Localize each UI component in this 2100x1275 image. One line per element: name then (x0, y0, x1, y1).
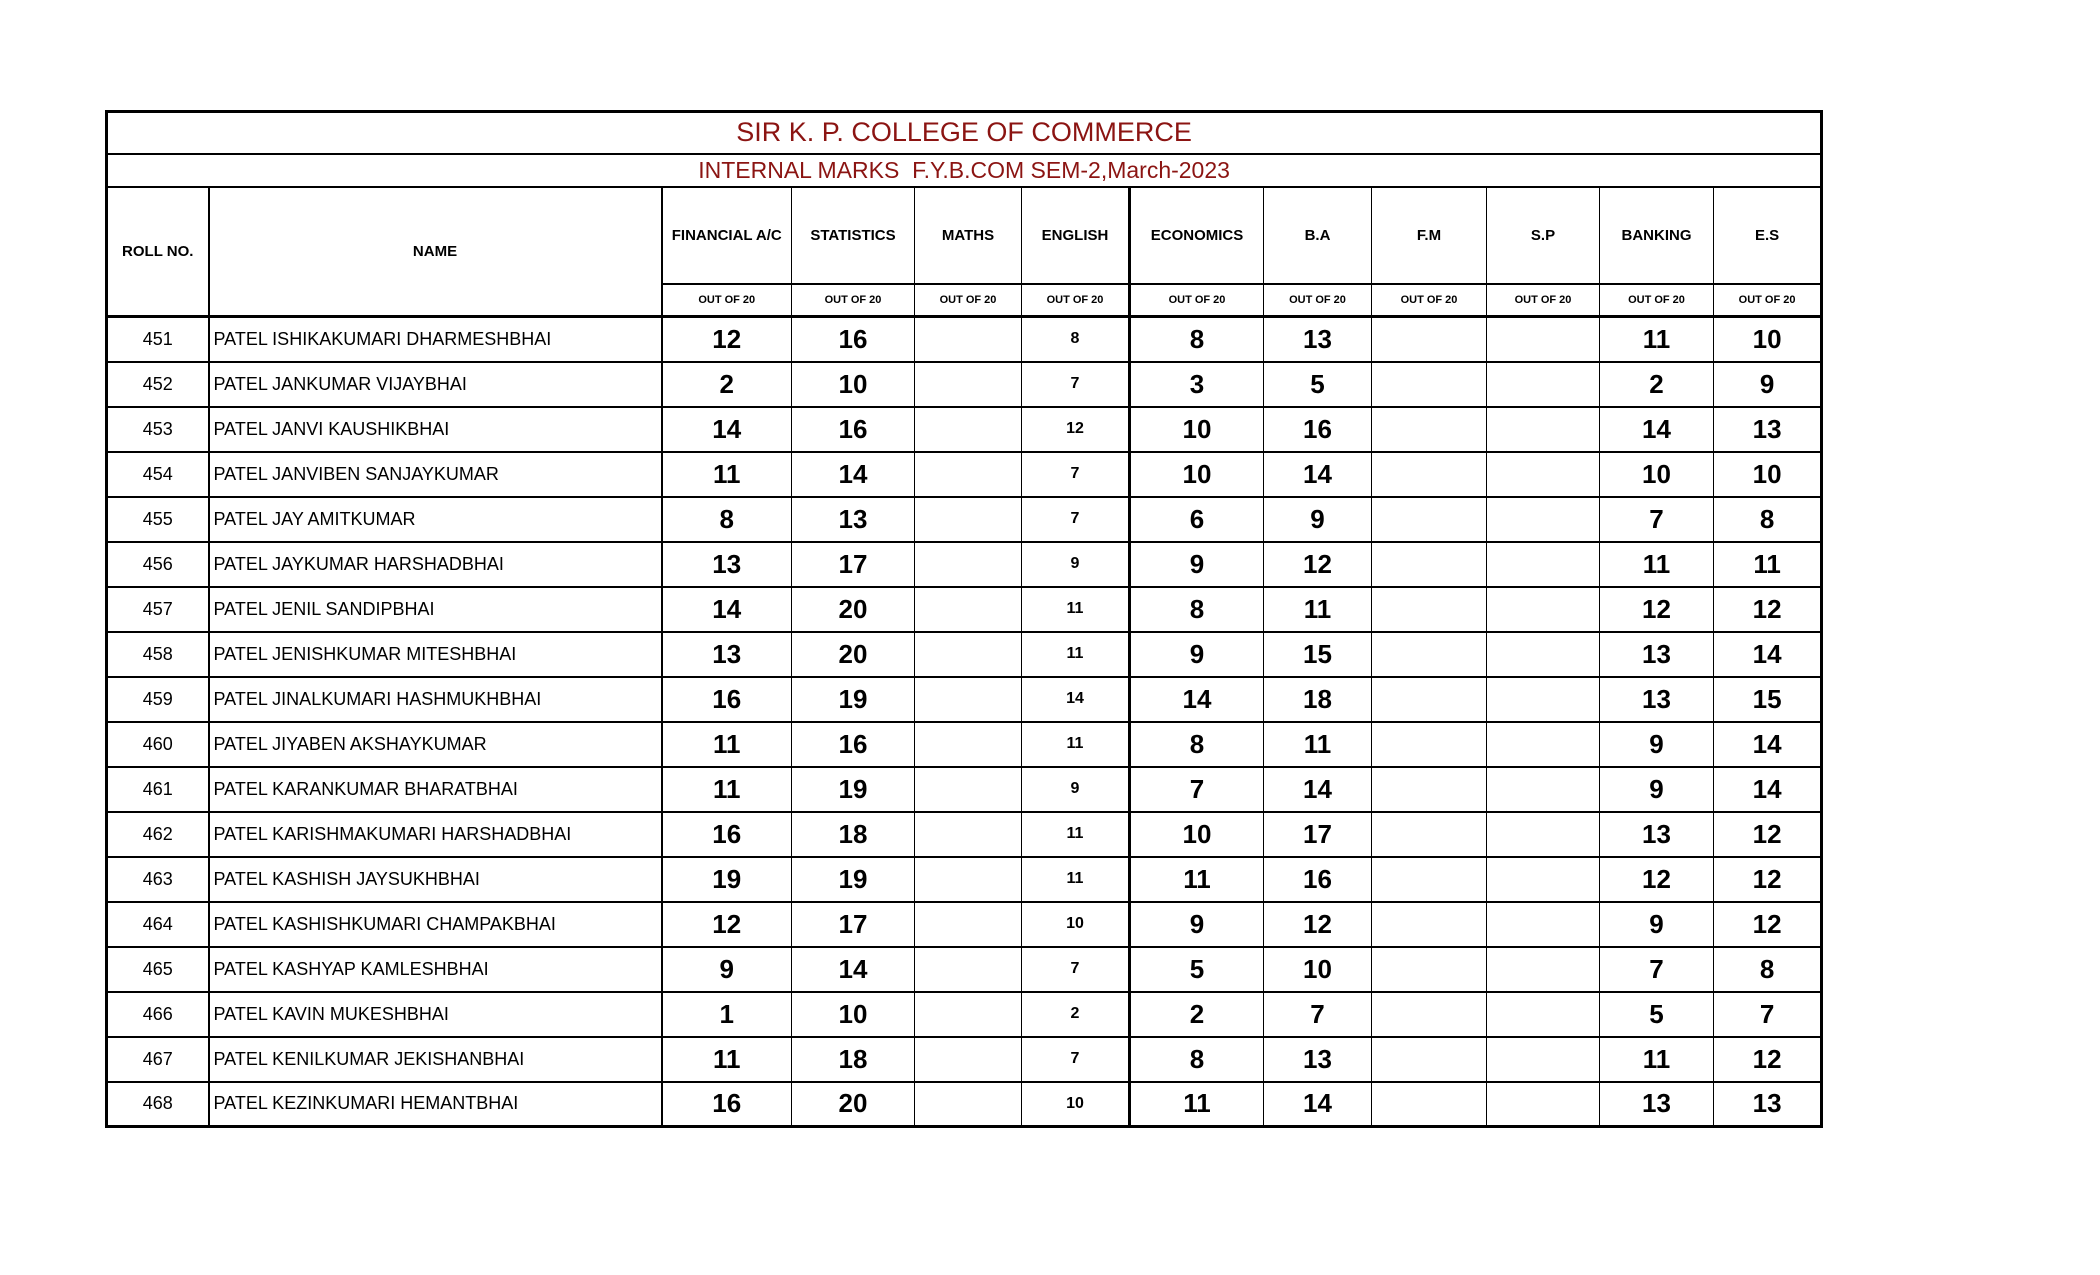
out-of-label-maths: OUT OF 20 (915, 284, 1022, 317)
mark-cell-economics: 7 (1130, 767, 1264, 812)
mark-cell-e-s: 12 (1714, 587, 1822, 632)
student-name-cell: PATEL JIYABEN AKSHAYKUMAR (209, 722, 662, 767)
mark-cell-e-s: 12 (1714, 902, 1822, 947)
col-header-name: NAME (209, 187, 662, 317)
mark-cell-e-s: 9 (1714, 362, 1822, 407)
mark-cell-financial-a-c: 14 (662, 407, 792, 452)
mark-cell-english: 7 (1022, 452, 1130, 497)
mark-cell-statistics: 20 (792, 632, 915, 677)
mark-cell-economics: 9 (1130, 902, 1264, 947)
mark-cell-maths (915, 587, 1022, 632)
mark-cell-economics: 11 (1130, 857, 1264, 902)
mark-cell-financial-a-c: 16 (662, 677, 792, 722)
student-row (107, 767, 1822, 812)
mark-cell-b-a: 9 (1264, 497, 1372, 542)
mark-cell-maths (915, 677, 1022, 722)
mark-cell-s-p (1487, 407, 1600, 452)
mark-cell-banking: 10 (1600, 452, 1714, 497)
mark-cell-b-a: 12 (1264, 902, 1372, 947)
mark-cell-financial-a-c: 2 (662, 362, 792, 407)
mark-cell-banking: 7 (1600, 947, 1714, 992)
col-header-economics: ECONOMICS (1130, 187, 1264, 284)
mark-cell-statistics: 13 (792, 497, 915, 542)
mark-cell-english: 11 (1022, 857, 1130, 902)
student-row (107, 722, 1822, 767)
marks-sheet (105, 110, 1820, 1128)
student-row (107, 632, 1822, 677)
roll-no-cell: 455 (107, 497, 209, 542)
mark-cell-economics: 8 (1130, 1037, 1264, 1082)
mark-cell-banking: 13 (1600, 812, 1714, 857)
col-header-e-s: E.S (1714, 187, 1822, 284)
roll-no-cell: 461 (107, 767, 209, 812)
mark-cell-b-a: 18 (1264, 677, 1372, 722)
mark-cell-statistics: 19 (792, 767, 915, 812)
mark-cell-e-s: 12 (1714, 857, 1822, 902)
mark-cell-banking: 11 (1600, 1037, 1714, 1082)
mark-cell-english: 7 (1022, 947, 1130, 992)
student-name-cell: PATEL KEZINKUMARI HEMANTBHAI (209, 1082, 662, 1127)
out-of-label-english: OUT OF 20 (1022, 284, 1130, 317)
mark-cell-maths (915, 407, 1022, 452)
mark-cell-financial-a-c: 16 (662, 812, 792, 857)
col-header-f-m: F.M (1372, 187, 1487, 284)
mark-cell-maths (915, 497, 1022, 542)
mark-cell-statistics: 19 (792, 677, 915, 722)
roll-no-cell: 463 (107, 857, 209, 902)
roll-no-cell: 456 (107, 542, 209, 587)
mark-cell-economics: 10 (1130, 452, 1264, 497)
mark-cell-economics: 9 (1130, 632, 1264, 677)
mark-cell-economics: 3 (1130, 362, 1264, 407)
student-name-cell: PATEL KASHYAP KAMLESHBHAI (209, 947, 662, 992)
student-name-cell: PATEL JANVIBEN SANJAYKUMAR (209, 452, 662, 497)
out-of-label-s-p: OUT OF 20 (1487, 284, 1600, 317)
mark-cell-english: 11 (1022, 587, 1130, 632)
mark-cell-financial-a-c: 8 (662, 497, 792, 542)
mark-cell-b-a: 14 (1264, 1082, 1372, 1127)
student-row (107, 497, 1822, 542)
mark-cell-statistics: 18 (792, 1037, 915, 1082)
mark-cell-f-m (1372, 362, 1487, 407)
mark-cell-economics: 10 (1130, 812, 1264, 857)
student-name-cell: PATEL KARISHMAKUMARI HARSHADBHAI (209, 812, 662, 857)
mark-cell-banking: 14 (1600, 407, 1714, 452)
mark-cell-f-m (1372, 587, 1487, 632)
mark-cell-e-s: 10 (1714, 317, 1822, 362)
mark-cell-maths (915, 767, 1022, 812)
mark-cell-e-s: 8 (1714, 497, 1822, 542)
student-name-cell: PATEL KAVIN MUKESHBHAI (209, 992, 662, 1037)
mark-cell-statistics: 16 (792, 722, 915, 767)
mark-cell-e-s: 13 (1714, 1082, 1822, 1127)
mark-cell-f-m (1372, 857, 1487, 902)
roll-no-cell: 468 (107, 1082, 209, 1127)
mark-cell-financial-a-c: 14 (662, 587, 792, 632)
student-name-cell: PATEL JINALKUMARI HASHMUKHBHAI (209, 677, 662, 722)
mark-cell-e-s: 8 (1714, 947, 1822, 992)
mark-cell-financial-a-c: 13 (662, 542, 792, 587)
col-header-s-p: S.P (1487, 187, 1600, 284)
col-header-roll-no: ROLL NO. (107, 187, 209, 317)
roll-no-cell: 462 (107, 812, 209, 857)
roll-no-cell: 457 (107, 587, 209, 632)
mark-cell-english: 9 (1022, 767, 1130, 812)
mark-cell-s-p (1487, 947, 1600, 992)
mark-cell-statistics: 16 (792, 317, 915, 362)
mark-cell-economics: 8 (1130, 587, 1264, 632)
mark-cell-financial-a-c: 9 (662, 947, 792, 992)
mark-cell-e-s: 12 (1714, 1037, 1822, 1082)
mark-cell-e-s: 12 (1714, 812, 1822, 857)
mark-cell-f-m (1372, 812, 1487, 857)
mark-cell-b-a: 16 (1264, 857, 1372, 902)
mark-cell-f-m (1372, 1037, 1487, 1082)
mark-cell-s-p (1487, 857, 1600, 902)
mark-cell-e-s: 13 (1714, 407, 1822, 452)
student-row (107, 677, 1822, 722)
student-name-cell: PATEL KENILKUMAR JEKISHANBHAI (209, 1037, 662, 1082)
mark-cell-maths (915, 992, 1022, 1037)
mark-cell-b-a: 7 (1264, 992, 1372, 1037)
mark-cell-maths (915, 902, 1022, 947)
student-row (107, 317, 1822, 362)
mark-cell-banking: 9 (1600, 722, 1714, 767)
mark-cell-statistics: 20 (792, 587, 915, 632)
mark-cell-statistics: 17 (792, 542, 915, 587)
mark-cell-financial-a-c: 1 (662, 992, 792, 1037)
roll-no-cell: 465 (107, 947, 209, 992)
mark-cell-f-m (1372, 317, 1487, 362)
mark-cell-f-m (1372, 947, 1487, 992)
out-of-label-financial-a-c: OUT OF 20 (662, 284, 792, 317)
mark-cell-economics: 2 (1130, 992, 1264, 1037)
mark-cell-s-p (1487, 812, 1600, 857)
col-header-banking: BANKING (1600, 187, 1714, 284)
mark-cell-economics: 8 (1130, 722, 1264, 767)
mark-cell-english: 14 (1022, 677, 1130, 722)
student-row (107, 452, 1822, 497)
mark-cell-s-p (1487, 587, 1600, 632)
out-of-label-economics: OUT OF 20 (1130, 284, 1264, 317)
mark-cell-f-m (1372, 1082, 1487, 1127)
mark-cell-english: 11 (1022, 812, 1130, 857)
college-title: SIR K. P. COLLEGE OF COMMERCE (107, 112, 1822, 154)
mark-cell-english: 11 (1022, 632, 1130, 677)
mark-cell-maths (915, 812, 1022, 857)
student-name-cell: PATEL KASHISHKUMARI CHAMPAKBHAI (209, 902, 662, 947)
col-header-maths: MATHS (915, 187, 1022, 284)
student-name-cell: PATEL JAYKUMAR HARSHADBHAI (209, 542, 662, 587)
roll-no-cell: 452 (107, 362, 209, 407)
col-header-statistics: STATISTICS (792, 187, 915, 284)
mark-cell-s-p (1487, 767, 1600, 812)
mark-cell-maths (915, 857, 1022, 902)
mark-cell-statistics: 17 (792, 902, 915, 947)
mark-cell-financial-a-c: 11 (662, 722, 792, 767)
mark-cell-b-a: 12 (1264, 542, 1372, 587)
student-row (107, 1082, 1822, 1127)
mark-cell-economics: 14 (1130, 677, 1264, 722)
mark-cell-maths (915, 1037, 1022, 1082)
mark-cell-b-a: 13 (1264, 317, 1372, 362)
mark-cell-maths (915, 1082, 1022, 1127)
mark-cell-maths (915, 362, 1022, 407)
mark-cell-banking: 7 (1600, 497, 1714, 542)
mark-cell-maths (915, 632, 1022, 677)
out-of-label-b-a: OUT OF 20 (1264, 284, 1372, 317)
mark-cell-banking: 11 (1600, 542, 1714, 587)
col-header-b-a: B.A (1264, 187, 1372, 284)
col-header-financial-a-c: FINANCIAL A/C (662, 187, 792, 284)
roll-no-cell: 464 (107, 902, 209, 947)
mark-cell-banking: 13 (1600, 677, 1714, 722)
mark-cell-f-m (1372, 767, 1487, 812)
mark-cell-b-a: 5 (1264, 362, 1372, 407)
mark-cell-financial-a-c: 19 (662, 857, 792, 902)
column-header-row (107, 187, 1822, 284)
mark-cell-f-m (1372, 497, 1487, 542)
mark-cell-financial-a-c: 11 (662, 1037, 792, 1082)
mark-cell-banking: 12 (1600, 857, 1714, 902)
mark-cell-financial-a-c: 16 (662, 1082, 792, 1127)
mark-cell-s-p (1487, 362, 1600, 407)
mark-cell-english: 8 (1022, 317, 1130, 362)
student-row (107, 902, 1822, 947)
mark-cell-s-p (1487, 317, 1600, 362)
mark-cell-s-p (1487, 1082, 1600, 1127)
mark-cell-f-m (1372, 992, 1487, 1037)
mark-cell-financial-a-c: 11 (662, 452, 792, 497)
mark-cell-e-s: 14 (1714, 632, 1822, 677)
mark-cell-s-p (1487, 902, 1600, 947)
mark-cell-economics: 10 (1130, 407, 1264, 452)
mark-cell-b-a: 15 (1264, 632, 1372, 677)
mark-cell-maths (915, 542, 1022, 587)
mark-cell-b-a: 11 (1264, 587, 1372, 632)
mark-cell-b-a: 16 (1264, 407, 1372, 452)
mark-cell-f-m (1372, 542, 1487, 587)
sheet-subtitle: INTERNAL MARKS F.Y.B.COM SEM-2,March-2023 (107, 154, 1822, 187)
mark-cell-statistics: 10 (792, 992, 915, 1037)
student-row (107, 362, 1822, 407)
student-name-cell: PATEL ISHIKAKUMARI DHARMESHBHAI (209, 317, 662, 362)
subtitle-row (107, 154, 1822, 187)
mark-cell-s-p (1487, 722, 1600, 767)
mark-cell-english: 11 (1022, 722, 1130, 767)
roll-no-cell: 460 (107, 722, 209, 767)
student-row (107, 542, 1822, 587)
roll-no-cell: 466 (107, 992, 209, 1037)
mark-cell-statistics: 14 (792, 947, 915, 992)
mark-cell-b-a: 11 (1264, 722, 1372, 767)
mark-cell-s-p (1487, 1037, 1600, 1082)
mark-cell-f-m (1372, 722, 1487, 767)
mark-cell-english: 12 (1022, 407, 1130, 452)
student-row (107, 1037, 1822, 1082)
mark-cell-banking: 12 (1600, 587, 1714, 632)
mark-cell-f-m (1372, 677, 1487, 722)
mark-cell-statistics: 19 (792, 857, 915, 902)
mark-cell-english: 7 (1022, 1037, 1130, 1082)
mark-cell-s-p (1487, 677, 1600, 722)
student-name-cell: PATEL JANKUMAR VIJAYBHAI (209, 362, 662, 407)
mark-cell-banking: 13 (1600, 632, 1714, 677)
mark-cell-financial-a-c: 13 (662, 632, 792, 677)
roll-no-cell: 459 (107, 677, 209, 722)
mark-cell-english: 2 (1022, 992, 1130, 1037)
mark-cell-economics: 9 (1130, 542, 1264, 587)
student-name-cell: PATEL JENISHKUMAR MITESHBHAI (209, 632, 662, 677)
mark-cell-s-p (1487, 992, 1600, 1037)
mark-cell-maths (915, 317, 1022, 362)
mark-cell-economics: 8 (1130, 317, 1264, 362)
out-of-label-banking: OUT OF 20 (1600, 284, 1714, 317)
mark-cell-f-m (1372, 632, 1487, 677)
mark-cell-english: 9 (1022, 542, 1130, 587)
mark-cell-f-m (1372, 452, 1487, 497)
mark-cell-e-s: 10 (1714, 452, 1822, 497)
mark-cell-b-a: 14 (1264, 767, 1372, 812)
mark-cell-banking: 13 (1600, 1082, 1714, 1127)
mark-cell-financial-a-c: 11 (662, 767, 792, 812)
roll-no-cell: 453 (107, 407, 209, 452)
mark-cell-s-p (1487, 497, 1600, 542)
student-row (107, 947, 1822, 992)
mark-cell-english: 10 (1022, 1082, 1130, 1127)
mark-cell-economics: 6 (1130, 497, 1264, 542)
mark-cell-economics: 11 (1130, 1082, 1264, 1127)
mark-cell-banking: 11 (1600, 317, 1714, 362)
mark-cell-statistics: 16 (792, 407, 915, 452)
mark-cell-statistics: 20 (792, 1082, 915, 1127)
mark-cell-statistics: 14 (792, 452, 915, 497)
mark-cell-banking: 9 (1600, 767, 1714, 812)
mark-cell-english: 7 (1022, 362, 1130, 407)
mark-cell-e-s: 14 (1714, 767, 1822, 812)
roll-no-cell: 467 (107, 1037, 209, 1082)
mark-cell-economics: 5 (1130, 947, 1264, 992)
student-rows (107, 317, 1822, 1127)
mark-cell-financial-a-c: 12 (662, 902, 792, 947)
mark-cell-e-s: 11 (1714, 542, 1822, 587)
mark-cell-f-m (1372, 902, 1487, 947)
mark-cell-maths (915, 947, 1022, 992)
mark-cell-english: 10 (1022, 902, 1130, 947)
mark-cell-f-m (1372, 407, 1487, 452)
out-of-label-f-m: OUT OF 20 (1372, 284, 1487, 317)
col-header-english: ENGLISH (1022, 187, 1130, 284)
roll-no-cell: 451 (107, 317, 209, 362)
title-row (107, 112, 1822, 154)
student-row (107, 407, 1822, 452)
marks-table (105, 110, 1823, 1128)
student-row (107, 992, 1822, 1037)
mark-cell-s-p (1487, 452, 1600, 497)
mark-cell-banking: 9 (1600, 902, 1714, 947)
roll-no-cell: 458 (107, 632, 209, 677)
student-name-cell: PATEL KARANKUMAR BHARATBHAI (209, 767, 662, 812)
mark-cell-s-p (1487, 632, 1600, 677)
student-row (107, 812, 1822, 857)
mark-cell-e-s: 15 (1714, 677, 1822, 722)
mark-cell-maths (915, 722, 1022, 767)
student-row (107, 587, 1822, 632)
mark-cell-e-s: 14 (1714, 722, 1822, 767)
mark-cell-b-a: 14 (1264, 452, 1372, 497)
mark-cell-statistics: 10 (792, 362, 915, 407)
mark-cell-banking: 2 (1600, 362, 1714, 407)
student-name-cell: PATEL JANVI KAUSHIKBHAI (209, 407, 662, 452)
mark-cell-b-a: 10 (1264, 947, 1372, 992)
mark-cell-e-s: 7 (1714, 992, 1822, 1037)
mark-cell-maths (915, 452, 1022, 497)
mark-cell-s-p (1487, 542, 1600, 587)
mark-cell-b-a: 17 (1264, 812, 1372, 857)
mark-cell-banking: 5 (1600, 992, 1714, 1037)
mark-cell-b-a: 13 (1264, 1037, 1372, 1082)
student-name-cell: PATEL KASHISH JAYSUKHBHAI (209, 857, 662, 902)
student-row (107, 857, 1822, 902)
student-name-cell: PATEL JENIL SANDIPBHAI (209, 587, 662, 632)
mark-cell-statistics: 18 (792, 812, 915, 857)
out-of-label-statistics: OUT OF 20 (792, 284, 915, 317)
roll-no-cell: 454 (107, 452, 209, 497)
mark-cell-english: 7 (1022, 497, 1130, 542)
mark-cell-financial-a-c: 12 (662, 317, 792, 362)
student-name-cell: PATEL JAY AMITKUMAR (209, 497, 662, 542)
out-of-label-e-s: OUT OF 20 (1714, 284, 1822, 317)
